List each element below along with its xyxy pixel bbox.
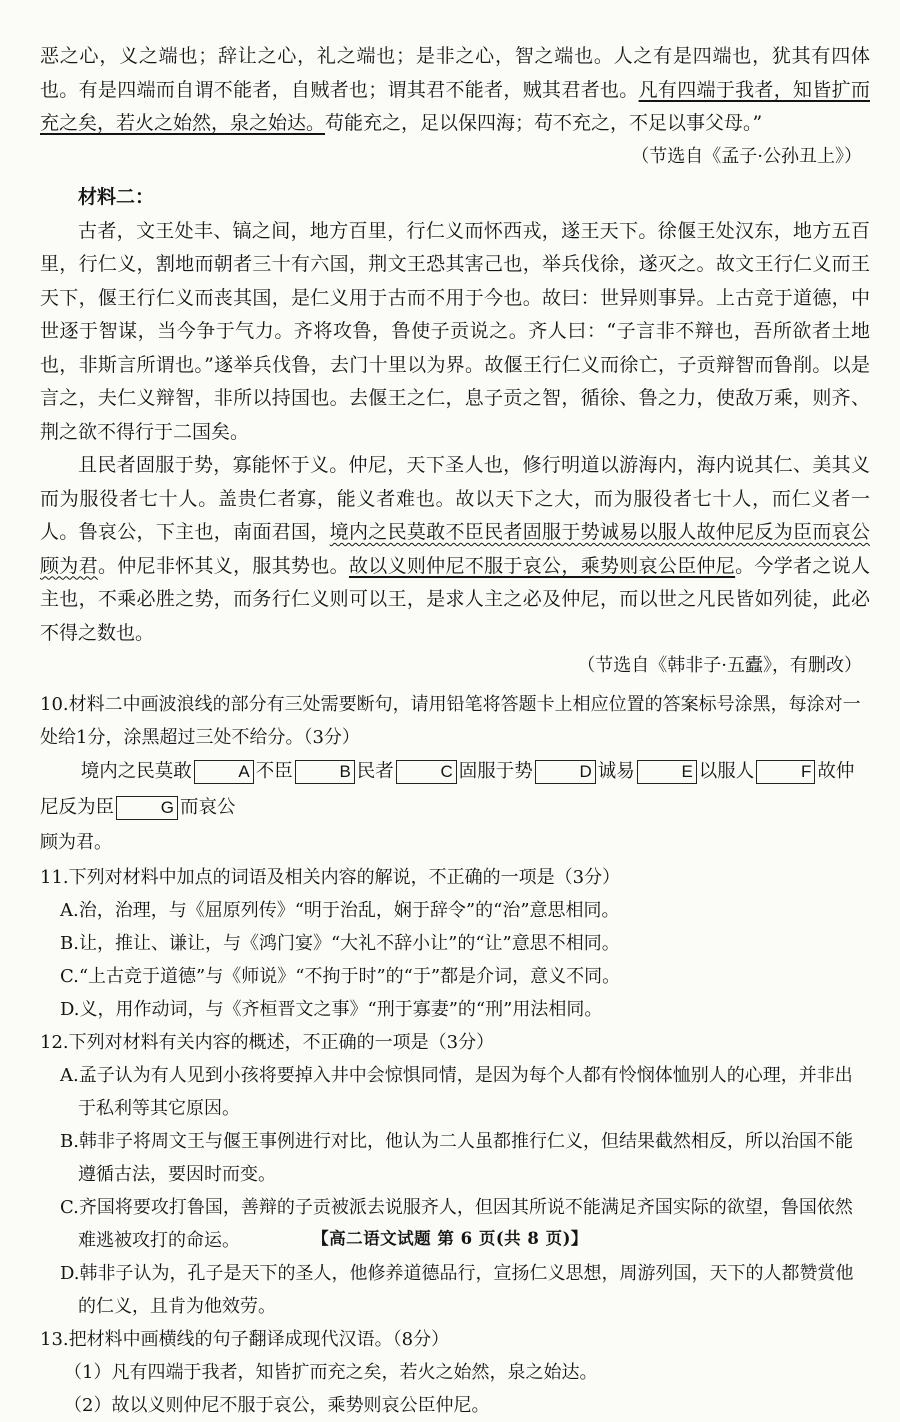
material1-underlined-sentence: 凡有四端于我者，知皆扩而充之矣，若火之始然，泉之始达。 [40, 78, 870, 134]
q10-segment: 民者 [356, 761, 394, 782]
material2-underlined-sentence: 故以义则仲尼不服于哀公，乘势则哀公臣仲尼 [348, 554, 736, 577]
q10-segment: 不臣 [255, 761, 293, 782]
q10-sentence-tail: 顾为君。 [40, 832, 112, 853]
material1-paragraph [40, 40, 870, 141]
q10-sentence [40, 754, 870, 826]
q11-option-c: C.“上古竞于道德”与《师说》“不拘于时”的“于”都是介词，意义不同。 [60, 966, 621, 987]
q10-segment: 而哀公 [179, 797, 236, 818]
q11-option-d: D.义，用作动词，与《齐桓晋文之事》“刑于寡妻”的“刑”用法相同。 [60, 999, 603, 1020]
q10-segment: 固服于势 [458, 761, 533, 782]
q10-segment: 以服人 [698, 761, 755, 782]
footer-page-number: 第 6 页(共 8 页)】 [437, 1229, 588, 1248]
q11-stem: 11.下列对材料中加点的词语及相关内容的解说，不正确的一项是（3分） [40, 867, 621, 888]
q13-item-2: （2）故以义则仲尼不服于哀公，乘势则哀公臣仲尼。 [64, 1395, 490, 1416]
q10-segment: 诚易 [597, 761, 635, 782]
q11-option-b: B.让，推让、谦让，与《鸿门宴》“大礼不辞小让”的“让”意思不相同。 [60, 933, 620, 954]
footer-title: 【高二语文试题 [312, 1229, 432, 1248]
q10-option-box[interactable]: F [756, 760, 815, 784]
q10-segment: 境内之民莫敢 [80, 761, 192, 782]
q10-option-box[interactable]: E [637, 760, 697, 784]
material2-text-c: 。今学者之说人主也，不乘必胜之势，而务行仁义则可以王，是求人主之必及仲尼，而以世之凡民皆如列徒，此必不得之数也。 [40, 554, 870, 644]
material2-heading: 材料二： [78, 185, 155, 208]
material2-text-b: 。仲尼非怀其义，服其势也。 [97, 554, 349, 577]
material1-text-b: 苟能充之，足以保四海；苟不充之，不足以事父母。” [325, 112, 763, 134]
page-footer [0, 1225, 900, 1249]
q12-stem: 12.下列对材料有关内容的概述，不正确的一项是（3分） [40, 1032, 495, 1053]
q10-stem: 10.材料二中画波浪线的部分有三处需要断句，请用铅笔将答题卡上相应位置的答案标号涂黑，每涂对一处给1分，涂黑超过三处不给分。（3分） [40, 694, 861, 748]
q10-segment: 故仲尼反为臣 [40, 761, 855, 818]
material2-source: （节选自《韩非子·五蠹》，有删改） [577, 655, 862, 676]
material2-paragraph-1: 古者，文王处丰、镐之间，地方百里，行仁义而怀西戎，遂王天下。徐偃王处汉东，地方五百里，行仁义，割地而朝者三十有六国，荆文王恐其害己也，举兵伐徐，遂灭之。故文王行仁义而王天下，偃王行仁义而丧其国，是仁义用于古而不用于今也。故曰：世异则事异。上古竞于道德，中世逐于智谋，当今争于气力。齐将攻鲁，鲁使子贡说之。齐人曰：“子言非不辩也，吾所欲者土地也，非斯言所谓也。”遂举兵伐鲁，去门十里以为界。故偃王行仁义而徐亡，子贡辩智而鲁削。以是言之，夫仁义辩智，非所以持国也。去偃王之仁，息子贡之智，循徐、鲁之力，使敌万乘，则齐、荆之欲不得行于二国矣。 [40, 219, 870, 443]
q12-option-d: D.韩非子认为，孔子是天下的圣人，他修养道德品行，宣扬仁义思想，周游列国，天下的人都赞赏他的仁义，且肯为他效劳。 [60, 1263, 854, 1317]
material1-text-a: 恶之心，义之端也；辞让之心，礼之端也；是非之心，智之端也。人之有是四端也，犹其有四体也。有是四端而自谓不能者，自贼者也；谓其君不能者，贼其君者也。 [40, 45, 870, 101]
q13-item-1: （1）凡有四端于我者，知皆扩而充之矣，若火之始然，泉之始达。 [64, 1362, 598, 1383]
q12-option-a: A.孟子认为有人见到小孩将要掉入井中会惊惧同情，是因为每个人都有怜悯体恤别人的心理，并非出于私利等其它原因。 [60, 1065, 853, 1119]
q11-option-a: A.治，治理，与《屈原列传》“明于治乱，娴于辞令”的“治”意思相同。 [60, 900, 620, 921]
q10-option-box[interactable]: C [396, 760, 457, 784]
q10-option-box[interactable]: A [194, 760, 254, 784]
material2-text-a: 且民者固服于势，寡能怀于义。仲尼，天下圣人也，修行明道以游海内，海内说其仁、美其义而为服役者七十人。盖贵仁者寡，能义者难也。故以天下之大，而为服役者七十人，而仁义者一人。鲁哀公，下主也，南面君国， [40, 454, 870, 543]
q10-option-box[interactable]: D [535, 760, 596, 784]
material2-paragraph-2 [40, 449, 870, 650]
material2-wavy-section: 境内之民莫敢不臣民者固服于势诚易以服人故仲尼反为臣而哀公顾为君 [40, 521, 870, 577]
material1-source: （节选自《孟子·公孙丑上》） [631, 145, 862, 167]
q10-option-box[interactable]: G [116, 796, 178, 820]
q12-option-c: C.齐国将要攻打鲁国，善辩的子贡被派去说服齐人，但因其所说不能满足齐国实际的欲望，鲁国依然难逃被攻打的命运。 [60, 1197, 853, 1251]
q12-option-b: B.韩非子将周文王与偃王事例进行对比，他认为二人虽都推行仁义，但结果截然相反，所以治国不能遵循古法，要因时而变。 [60, 1131, 853, 1185]
q10-option-box[interactable]: B [295, 760, 355, 784]
q13-stem: 13.把材料中画横线的句子翻译成现代汉语。（8分） [40, 1329, 450, 1350]
